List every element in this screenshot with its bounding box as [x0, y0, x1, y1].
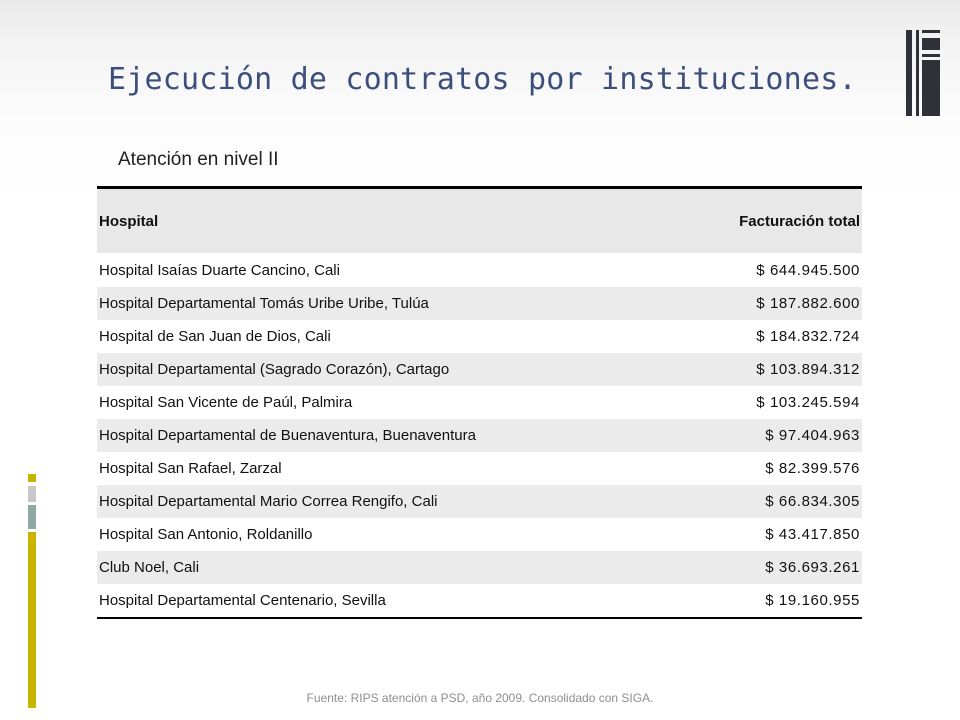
billing-total-cell: $ 43.417.850 — [657, 518, 862, 551]
left-accent-bar — [28, 474, 36, 708]
hospital-name-cell: Hospital San Antonio, Roldanillo — [97, 518, 657, 551]
hospital-name-cell: Hospital de San Juan de Dios, Cali — [97, 320, 657, 353]
table-row — [97, 485, 862, 518]
table-row — [97, 584, 862, 618]
billing-table — [97, 186, 862, 619]
billing-total-cell: $ 66.834.305 — [657, 485, 862, 518]
billing-total-cell: $ 103.894.312 — [657, 353, 862, 386]
hospital-name-cell: Hospital Isaías Duarte Cancino, Cali — [97, 254, 657, 288]
billing-total-cell: $ 644.945.500 — [657, 254, 862, 288]
slide-title: Ejecución de contratos por instituciones. — [108, 62, 857, 97]
table-row — [97, 518, 862, 551]
table-row — [97, 320, 862, 353]
table-row — [97, 287, 862, 320]
hospital-name-cell: Hospital Departamental Mario Correa Rengifo, Cali — [97, 485, 657, 518]
billing-total-cell: $ 19.160.955 — [657, 584, 862, 618]
billing-total-cell: $ 187.882.600 — [657, 287, 862, 320]
source-note: Fuente: RIPS atención a PSD, año 2009. Consolidado con SIGA. — [306, 691, 654, 705]
header-total: Facturación total — [657, 188, 862, 254]
header-hospital: Hospital — [97, 188, 657, 254]
table-row — [97, 452, 862, 485]
hospital-name-cell: Hospital San Rafael, Zarzal — [97, 452, 657, 485]
table-header-row — [97, 188, 862, 254]
billing-total-cell: $ 82.399.576 — [657, 452, 862, 485]
hospital-name-cell: Club Noel, Cali — [97, 551, 657, 584]
table-row — [97, 353, 862, 386]
billing-total-cell: $ 103.245.594 — [657, 386, 862, 419]
billing-total-cell: $ 184.832.724 — [657, 320, 862, 353]
billing-total-cell: $ 97.404.963 — [657, 419, 862, 452]
hospital-name-cell: Hospital Departamental de Buenaventura, Buenaventura — [97, 419, 657, 452]
table-row — [97, 551, 862, 584]
table-row — [97, 386, 862, 419]
hospital-name-cell: Hospital Departamental (Sagrado Corazón), Cartago — [97, 353, 657, 386]
hospital-name-cell: Hospital San Vicente de Paúl, Palmira — [97, 386, 657, 419]
table-subtitle: Atención en nivel II — [118, 149, 279, 170]
corner-grid-ornament — [906, 30, 940, 116]
billing-total-cell: $ 36.693.261 — [657, 551, 862, 584]
table-row — [97, 254, 862, 288]
hospital-name-cell: Hospital Departamental Tomás Uribe Uribe, Tulúa — [97, 287, 657, 320]
hospital-name-cell: Hospital Departamental Centenario, Sevilla — [97, 584, 657, 618]
table-row — [97, 419, 862, 452]
